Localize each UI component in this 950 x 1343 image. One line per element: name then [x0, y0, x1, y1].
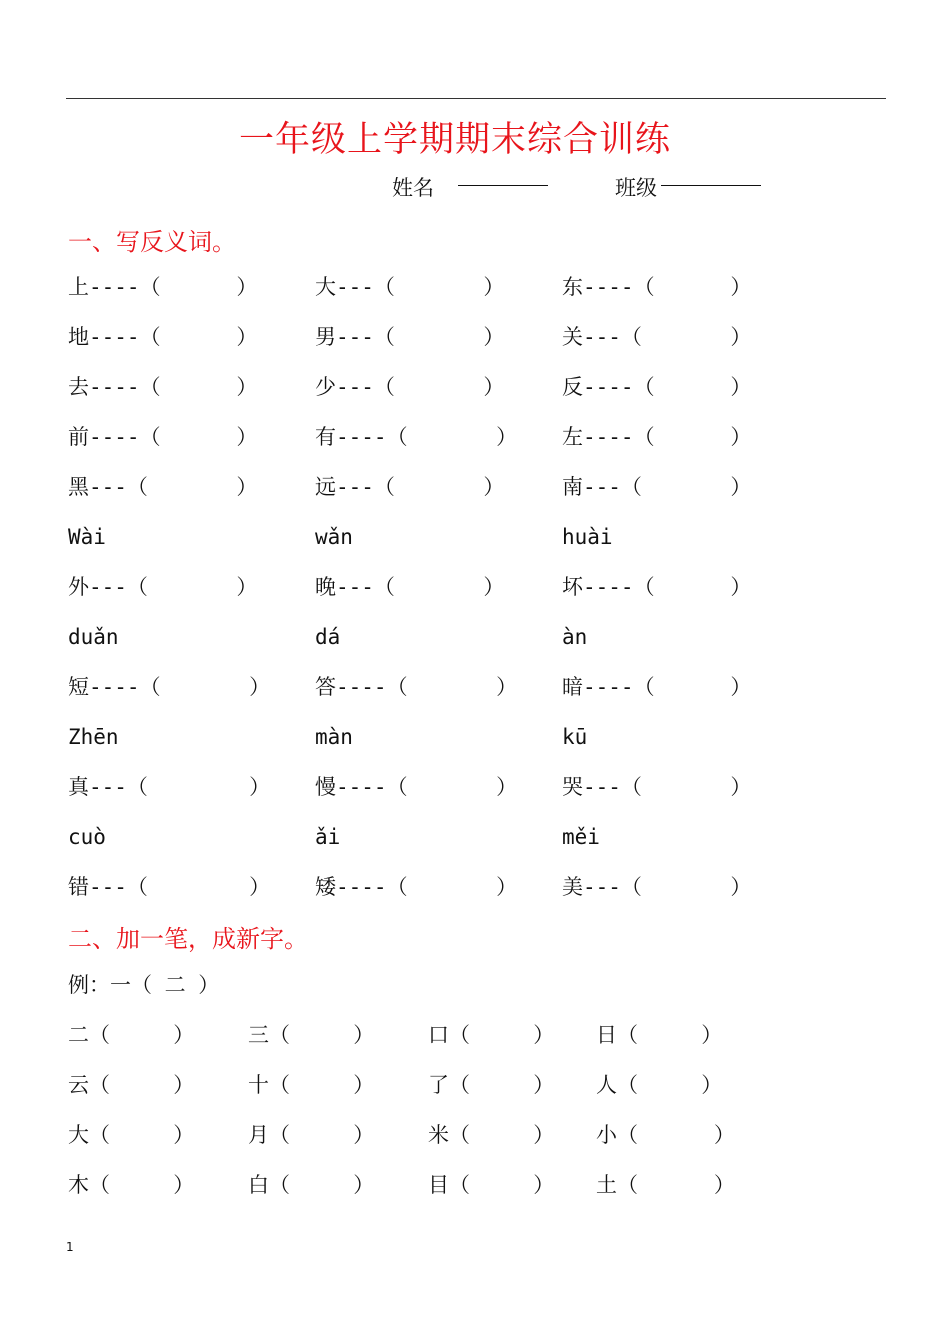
section2-heading: 二、加一笔，成新字。: [68, 925, 308, 953]
section1-row: [0, 421, 950, 453]
section1-item: 南---（ ）: [562, 475, 752, 499]
class-label: 班级: [615, 176, 657, 200]
section2-item: 三（ ）: [248, 1023, 375, 1047]
section2-item: 二（ ）: [68, 1023, 195, 1047]
section1-item: huài: [562, 525, 613, 549]
section2-row: [0, 1069, 950, 1101]
section1-item: 答----（ ）: [315, 675, 518, 699]
section1-item: 反----（ ）: [562, 375, 752, 399]
section1-item: 有----（ ）: [315, 425, 518, 449]
section2-row: [0, 1119, 950, 1151]
section2-item: 白（ ）: [248, 1173, 375, 1197]
section2-row: [0, 1019, 950, 1051]
section1-item: 远---（ ）: [315, 475, 505, 499]
section2-row: [0, 1169, 950, 1201]
section1-item: 黑---（ ）: [68, 475, 258, 499]
top-rule: [66, 98, 886, 99]
example-row: [0, 969, 950, 1001]
section1-item: 真---（ ）: [68, 775, 271, 799]
section1-item: 东----（ ）: [562, 275, 752, 299]
section1-row: [0, 821, 950, 853]
section2-item: 大（ ）: [68, 1123, 195, 1147]
section1-item: 地----（ ）: [68, 325, 258, 349]
section2-item: 人（ ）: [596, 1073, 723, 1097]
section1-row: [0, 471, 950, 503]
section1-row: [0, 871, 950, 903]
section1-item: 关---（ ）: [562, 325, 752, 349]
section1-item: dá: [315, 625, 341, 649]
section1-item: 错---（ ）: [68, 875, 271, 899]
section1-row: [0, 721, 950, 753]
name-label: 姓名: [392, 176, 434, 200]
section1-item: 晚---（ ）: [315, 575, 505, 599]
section1-item: 哭---（ ）: [562, 775, 752, 799]
section2-item: 月（ ）: [248, 1123, 375, 1147]
section1-item: 上----（ ）: [68, 275, 258, 299]
section2-item: 土（ ）: [596, 1173, 735, 1197]
section2-item: 目（ ）: [428, 1173, 555, 1197]
section1-item: 大---（ ）: [315, 275, 505, 299]
section2-item: 木（ ）: [68, 1173, 195, 1197]
section1-item: měi: [562, 825, 600, 849]
section2-item: 十（ ）: [248, 1073, 375, 1097]
section1-item: 外---（ ）: [68, 575, 258, 599]
section1-row: [0, 771, 950, 803]
section1-item: duǎn: [68, 625, 119, 649]
section1-item: 前----（ ）: [68, 425, 258, 449]
section2-item: 云（ ）: [68, 1073, 195, 1097]
section1-item: 去----（ ）: [68, 375, 258, 399]
section2-item: 口（ ）: [428, 1023, 555, 1047]
section1-item: 短----（ ）: [68, 675, 271, 699]
section1-item: 少---（ ）: [315, 375, 505, 399]
section1-item: Wài: [68, 525, 106, 549]
class-blank: [661, 185, 761, 186]
section1-item: wǎn: [315, 525, 353, 549]
example-text: 例：一（ 二 ）: [68, 973, 220, 997]
section1-heading: 一、写反义词。: [68, 228, 236, 256]
section1-item: Zhēn: [68, 725, 119, 749]
section1-row: [0, 271, 950, 303]
page-number: 1: [66, 1240, 74, 1254]
section1-row: [0, 571, 950, 603]
section1-row: [0, 321, 950, 353]
section2-item: 米（ ）: [428, 1123, 555, 1147]
section1-item: 慢----（ ）: [315, 775, 518, 799]
section1-item: cuò: [68, 825, 106, 849]
section1-row: [0, 521, 950, 553]
section1-item: màn: [315, 725, 353, 749]
section1-item: 矮----（ ）: [315, 875, 518, 899]
name-blank: [458, 185, 548, 186]
section1-item: ǎi: [315, 825, 341, 849]
section1-row: [0, 371, 950, 403]
section2-item: 日（ ）: [596, 1023, 723, 1047]
page-title: 一年级上学期期末综合训练: [238, 120, 671, 160]
section1-item: 坏----（ ）: [562, 575, 752, 599]
section1-item: 美---（ ）: [562, 875, 752, 899]
section2-item: 了（ ）: [428, 1073, 555, 1097]
section1-item: 左----（ ）: [562, 425, 752, 449]
section2-item: 小（ ）: [596, 1123, 735, 1147]
section1-row: [0, 621, 950, 653]
section1-item: 男---（ ）: [315, 325, 505, 349]
section1-row: [0, 671, 950, 703]
section1-item: àn: [562, 625, 588, 649]
section1-item: kū: [562, 725, 588, 749]
section1-item: 暗----（ ）: [562, 675, 752, 699]
